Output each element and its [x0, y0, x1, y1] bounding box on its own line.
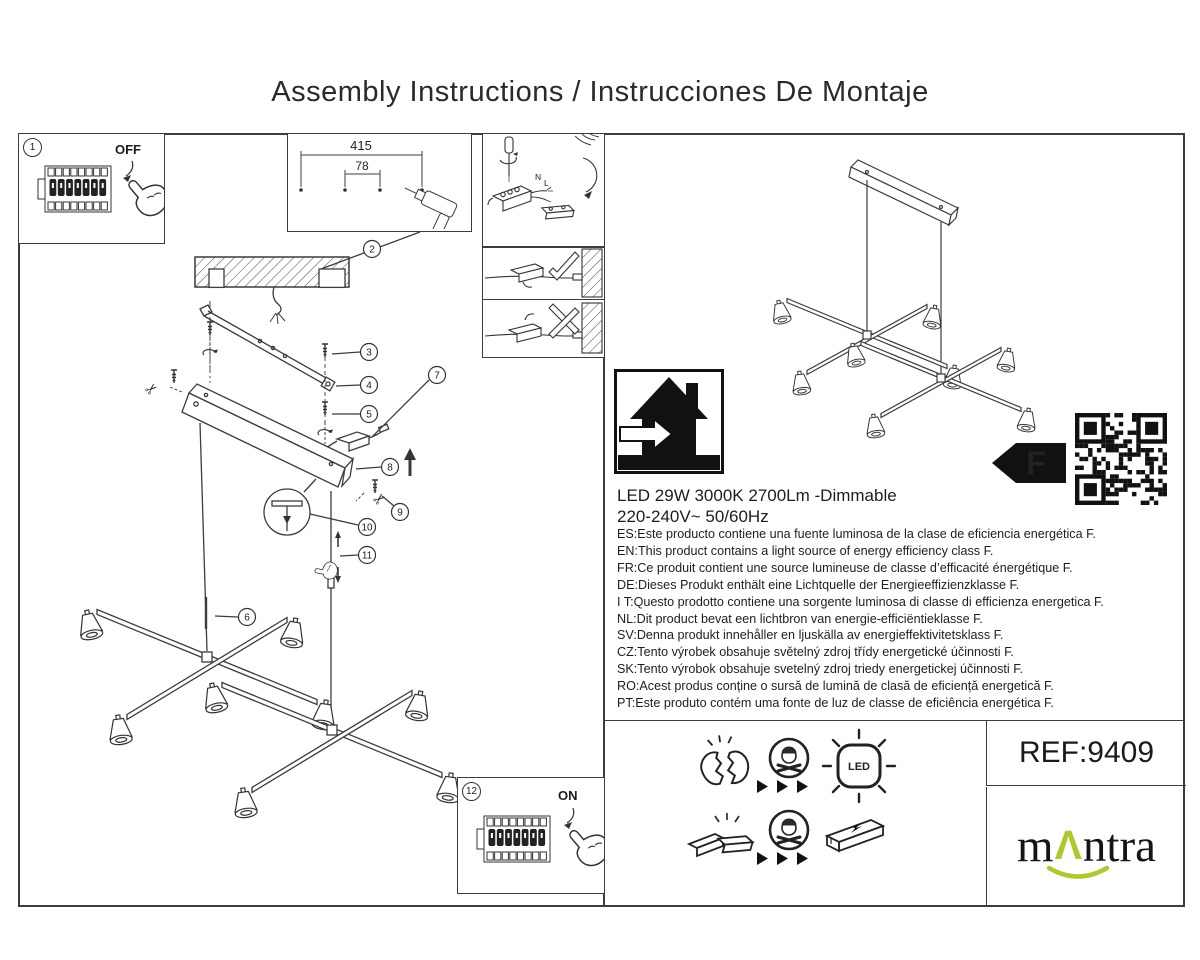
- connector-flipped-icon: [509, 314, 541, 342]
- breaker-panel-icon: [38, 166, 111, 212]
- energy-label: [980, 405, 1180, 515]
- note-pt: PT:Este produto contém uma fonte de luz de classe de eficiência energética F.: [617, 696, 1054, 711]
- logo-caret-icon: Λ: [1054, 821, 1082, 868]
- note-de: DE:Dieses Produkt enthält eine Lichtquelle der Energieeffizienzklasse F.: [617, 577, 1020, 592]
- reference-cell: [986, 721, 1186, 786]
- wires-icon: [575, 134, 599, 145]
- dim-415: 415: [350, 138, 372, 153]
- reference-number: REF:9409: [1018, 736, 1155, 769]
- note-sv: SV:Denna produkt innehåller en ljuskälla av energieffektivitetsklass F.: [617, 628, 1004, 643]
- svg-text:8: 8: [387, 462, 393, 474]
- suspension-bracket: [200, 305, 335, 391]
- logo-m: m: [1017, 819, 1054, 872]
- svg-text:3: 3: [366, 347, 372, 359]
- callout-9: [392, 504, 409, 521]
- callout-10: [359, 519, 376, 536]
- svg-text:11: 11: [361, 550, 373, 562]
- technician-icon: [770, 739, 808, 777]
- svg-text:6: 6: [244, 612, 250, 624]
- canopy: [182, 384, 353, 487]
- note-sk: SK:Tento výrobok obsahuje svetelný zdroj triedy energetickej účinnosti F.: [617, 662, 1024, 677]
- cross-icon: [549, 304, 579, 338]
- broken-driver-icon: [689, 813, 754, 860]
- page-title: Assembly Instructions / Instrucciones De Montaje: [271, 76, 929, 108]
- footer-strip: [605, 720, 1185, 906]
- callout-6: [239, 609, 256, 626]
- svg-text:7: 7: [434, 370, 440, 382]
- step12-box: [457, 777, 605, 894]
- logo-ntra: ntra: [1082, 819, 1156, 872]
- content-frame: [18, 133, 1185, 907]
- svg-text:2: 2: [369, 244, 375, 256]
- indoor-use-icon: [614, 369, 724, 474]
- step1-box: [18, 133, 165, 244]
- mantra-logo: [1017, 819, 1156, 872]
- svg-text:5: 5: [366, 409, 372, 421]
- callout-4: [361, 377, 378, 394]
- connector-icon: [511, 264, 543, 287]
- svg-text:10: 10: [361, 522, 373, 534]
- service-icons: [605, 721, 986, 904]
- connector-correct-box: [482, 247, 605, 300]
- right-panel: [603, 135, 1185, 905]
- step1-number: 1: [23, 138, 42, 157]
- driver-connector: [322, 424, 389, 452]
- logo-smile-icon: [1043, 865, 1113, 883]
- breaker-panel-icon: [477, 816, 550, 862]
- svg-text:9: 9: [397, 507, 403, 519]
- left-panel: [20, 135, 603, 905]
- note-fr: FR:Ce produit contient une source lumineuse de classe d’efficacité énergétique F.: [617, 560, 1073, 575]
- terminal-l-label: L: [544, 178, 549, 188]
- note-ro: RO:Acest produs conține o sursă de lumină de clasă de eficiență energetică F.: [617, 679, 1054, 694]
- callout-7: [429, 367, 446, 384]
- drill-icon: [393, 181, 458, 229]
- callout-8: [382, 459, 399, 476]
- off-label: OFF: [115, 142, 141, 157]
- callout-2: [364, 241, 381, 258]
- ceiling-wire: [273, 287, 281, 315]
- connector-wrong-box: [482, 299, 605, 358]
- broken-lamp-icon: [697, 732, 750, 787]
- note-nl: NL:Dit product bevat een lichtbron van energie-efficiëntieklasse F.: [617, 611, 983, 626]
- terminal-n-label: N: [535, 172, 542, 182]
- qr-code: [1075, 413, 1167, 505]
- spec-text: [617, 485, 897, 527]
- svg-text:4: 4: [366, 380, 372, 392]
- wiring-box: [482, 133, 605, 247]
- note-it: I T:Questo prodotto contiene una sorgente luminosa di classe di efficienza energetica F.: [617, 594, 1104, 609]
- note-cz: CZ:Tento výrobek obsahuje světelný zdroj třídy energetické účinnosti F.: [617, 645, 1014, 660]
- energy-notes: [617, 526, 1104, 712]
- technician-icon: [770, 811, 808, 849]
- callout-5: [361, 406, 378, 423]
- lamp-canopy: [849, 160, 958, 225]
- strain-relief-icon: [540, 200, 575, 224]
- scissors-icon: ✂: [141, 378, 163, 401]
- energy-class-letter: F: [1026, 445, 1046, 481]
- screwdriver-icon: [500, 137, 518, 182]
- callout-3: [361, 344, 378, 361]
- on-label: ON: [558, 788, 578, 803]
- note-es: ES:Este producto contiene una fuente luminosa de la clase de eficiencia energética F.: [617, 527, 1096, 541]
- brand-cell: [986, 787, 1186, 906]
- led-driver-icon: [827, 820, 883, 851]
- callout-11: [359, 547, 376, 564]
- note-en: EN:This product contains a light source of energy efficiency class F.: [617, 543, 994, 558]
- cable-lock-detail: [264, 479, 316, 535]
- step12-number: 12: [462, 782, 481, 801]
- drill-template-box: [287, 133, 472, 232]
- dim-78: 78: [355, 159, 369, 173]
- spec-line1: LED 29W 3000K 2700Lm -Dimmable: [617, 486, 897, 505]
- scissors-icon: ✂: [369, 488, 391, 511]
- led-badge-text: LED: [848, 761, 870, 773]
- spec-line2: 220-240V~ 50/60Hz: [617, 507, 769, 526]
